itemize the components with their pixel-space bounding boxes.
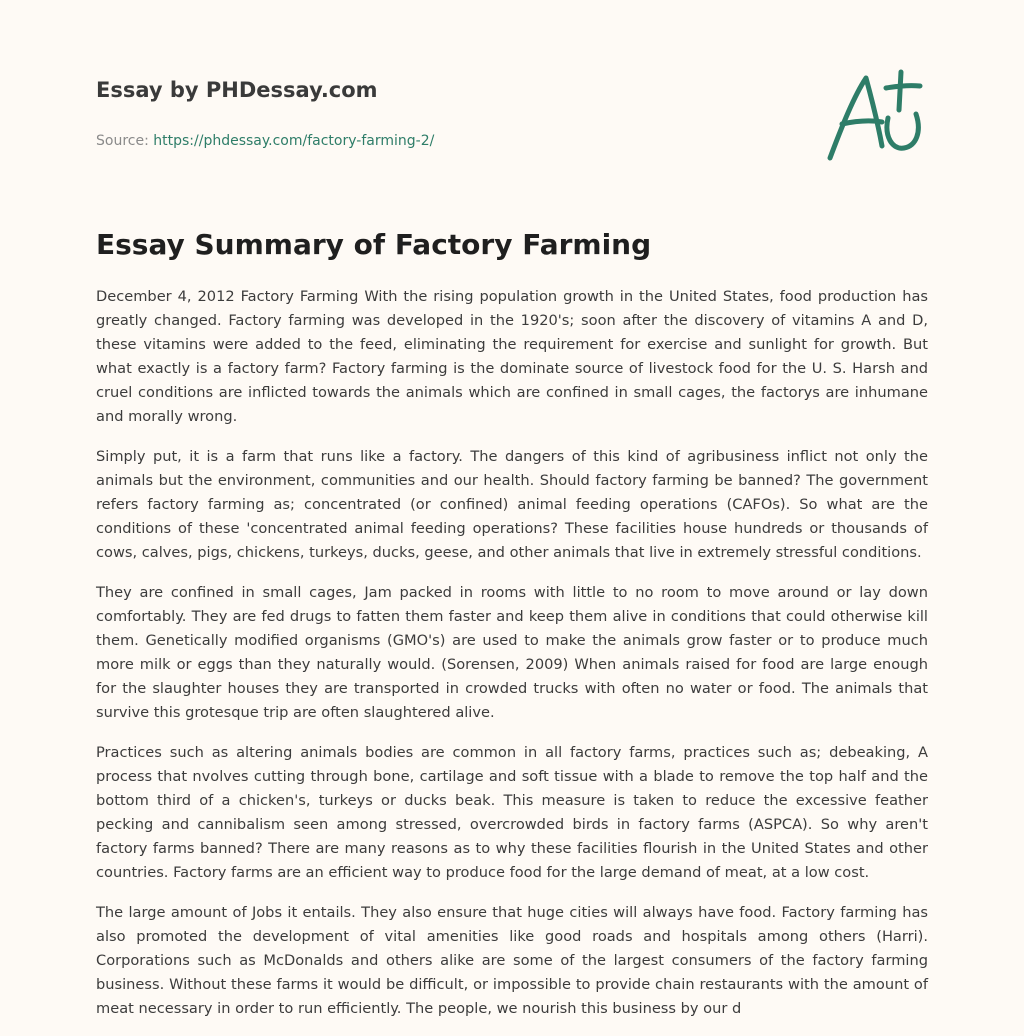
paragraph: December 4, 2012 Factory Farming With the rising population growth in the United States, food production has greatly changed. Factory farming was developed in the 1920's; soon after the discovery of vitamins A and D, these vitamins were added to the feed, eliminating the requirement for exercise and sunlight for growth. But what exactly is a factory farm? Factory farming is the dominate source of livestock food for the U. S. Harsh and cruel conditions are inflicted towards the animals which are confined in small cages, the factorys are inhumane and morally wrong. (96, 288, 928, 425)
source-line (96, 132, 796, 150)
a-plus-grade-icon (822, 66, 932, 166)
paragraph: They are confined in small cages, Jam packed in rooms with little to no room to move around or lay down comfortably. They are fed drugs to fatten them faster and keep them alive in conditions that could otherwise kill them. Genetically modified organisms (GMO's) are used to make the animals grow faster or to produce much more milk or eggs than they naturally would. (Sorensen, 2009) When animals raised for food are large enough for the slaughter houses they are transported in crowded trucks with often no water or food. The animals that survive this grotesque trip are often slaughtered alive. (96, 584, 928, 721)
paragraph: The large amount of Jobs it entails. They also ensure that huge cities will always have food. Factory farming has also promoted the development of vital amenities like good roads and hospitals among others (Harri). Corporations such as McDonalds and others alike are some of the largest consumers of the factory farming business. Without these farms it would be difficult, or impossible to provide chain restaurants with the amount of meat necessary in order to run efficiently. The people, we nourish this business by our d (96, 904, 928, 1017)
paragraph: Practices such as altering animals bodies are common in all factory farms, practices such as; debeaking, A process that nvolves cutting through bone, cartilage and soft tissue with a blade to remove the top half and the bottom third of a chicken's, turkeys or ducks beak. This measure is taken to reduce the excessive feather pecking and cannibalism seen among stressed, overcrowded birds in factory farms (ASPCA). So why aren't factory farms banned? There are many reasons as to why these facilities flourish in the United States and other countries. Factory farms are an efficient way to produce food for the large demand of meat, at a low cost. (96, 744, 928, 881)
source-link[interactable]: https://phdessay.com/factory-farming-2/ (153, 133, 435, 149)
essay-title: Essay Summary of Factory Farming (96, 228, 652, 261)
essay-body (96, 285, 928, 1036)
header (96, 76, 796, 150)
source-label: Source: (96, 133, 149, 149)
brand-title: Essay by PHDessay.com (96, 78, 378, 102)
paragraph: Simply put, it is a farm that runs like a factory. The dangers of this kind of agribusiness inflict not only the animals but the environment, communities and our health. Should factory farming be banned? The government refers factory farming as; concentrated (or confined) animal feeding operations (CAFOs). So what are the conditions of these 'concentrated animal feeding operations? These facilities house hundreds or thousands of cows, calves, pigs, chickens, turkeys, ducks, geese, and other animals that live in extremely stressful conditions. (96, 448, 928, 561)
